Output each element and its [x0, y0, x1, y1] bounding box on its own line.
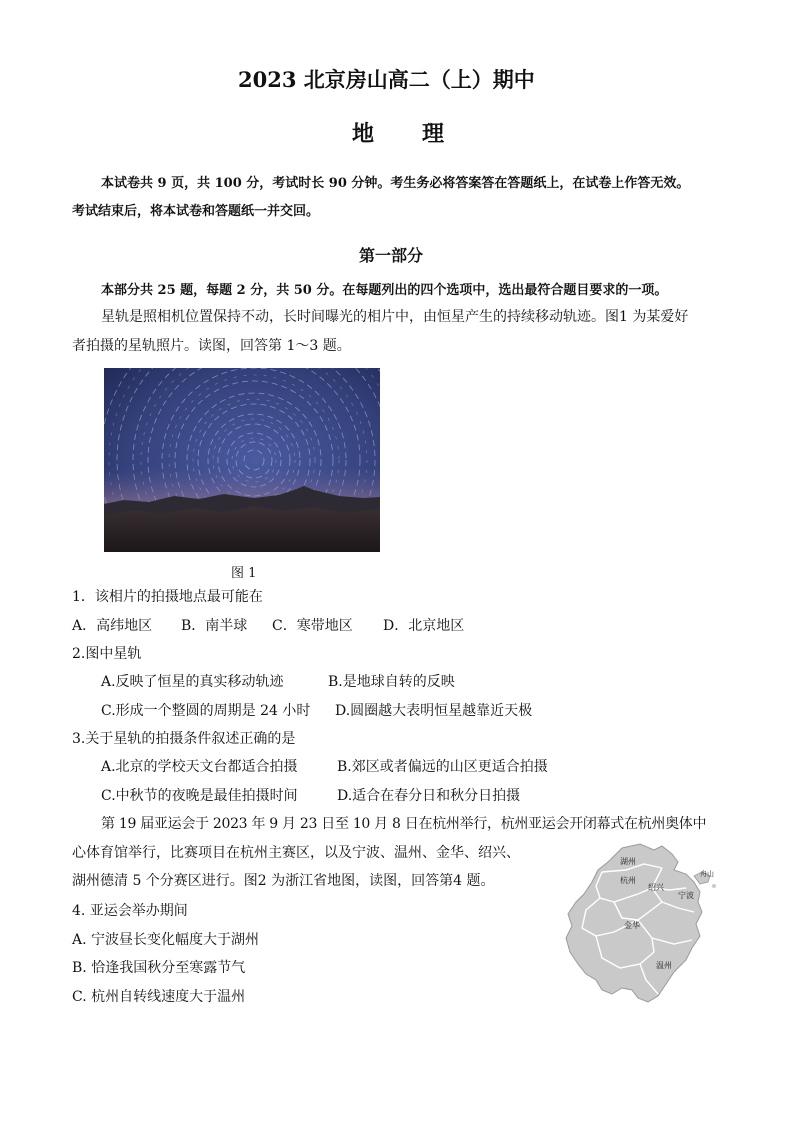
- passage2-line-2: 心体育馆举行，比赛项目在杭州主赛区，以及宁波、温州、金华、绍兴、: [72, 845, 520, 861]
- zhejiang-map: [562, 840, 724, 1005]
- instructions-line-2: 考试结束后，将本试卷和答题纸一并交回。: [72, 204, 320, 219]
- q2-option-c: C.形成一个整圆的周期是 24 小时: [101, 703, 311, 719]
- passage2-line-3: 湖州德清 5 个分赛区进行。图2 为浙江省地图，读图，回答第4 题。: [72, 873, 495, 889]
- q1-option-c: C．寒带地区: [272, 618, 353, 634]
- passage1-line-1: 星轨是照相机位置保持不动，长时间曝光的相片中，由恒星产生的持续移动轨迹。图1 为某爱好: [101, 309, 689, 325]
- passage1-line-2: 者拍摄的星轨照片。读图，回答第 1～3 题。: [72, 338, 351, 354]
- map-label-zhoushan: 舟山: [700, 870, 714, 878]
- map-label-shaoxing: 绍兴: [648, 883, 664, 892]
- map-label-hangzhou: 杭州: [620, 876, 636, 885]
- q4-option-b: B. 恰逢我国秋分至寒露节气: [72, 960, 246, 976]
- q4-option-a: A. 宁波昼长变化幅度大于湖州: [72, 932, 260, 948]
- q3-option-c: C.中秋节的夜晚是最佳拍摄时间: [101, 788, 298, 804]
- q3-option-d: D.适合在春分日和秋分日拍摄: [337, 788, 521, 804]
- map-label-wenzhou: 温州: [656, 961, 672, 970]
- q2-stem: 2.图中星轨: [72, 646, 142, 662]
- subject-char-1: 地: [352, 121, 377, 147]
- q2-option-b: B.是地球自转的反映: [328, 674, 455, 690]
- q1-option-d: D．北京地区: [383, 618, 465, 634]
- q2-option-a: A.反映了恒星的真实移动轨迹: [101, 674, 284, 690]
- map-label-jinhua: 金华: [624, 921, 640, 930]
- instructions-line-1: 本试卷共 9 页，共 100 分，考试时长 90 分钟。考生务必将答案答在答题纸上，在试卷上作答无效。: [101, 176, 690, 191]
- q1-stem: 1．该相片的拍摄地点最可能在: [72, 589, 263, 605]
- q3-option-a: A.北京的学校天文台都适合拍摄: [101, 759, 298, 775]
- passage2-line-1: 第 19 届亚运会于 2023 年 9 月 23 日至 10 月 8 日在杭州举行，杭州亚运会开闭幕式在杭州奥体中: [101, 816, 707, 832]
- q4-stem: 4. 亚运会举办期间: [72, 903, 188, 919]
- exam-title: 2023 北京房山高二（上）期中: [238, 67, 535, 92]
- q1-option-b: B．南半球: [181, 618, 248, 634]
- q4-option-c: C. 杭州自转线速度大于温州: [72, 989, 246, 1005]
- star-trail-photo: [104, 368, 380, 552]
- map-label-ningbo: 宁波: [678, 891, 694, 900]
- q3-option-b: B.郊区或者偏远的山区更适合拍摄: [337, 759, 548, 775]
- q2-option-d: D.圆圈越大表明恒星越靠近天极: [335, 703, 533, 719]
- subject-char-2: 理: [422, 121, 447, 147]
- part-heading: 第一部分: [359, 246, 424, 265]
- star-trail-graphic: [104, 368, 380, 552]
- zhejiang-map-graphic: [562, 840, 724, 1005]
- map-label-huzhou: 湖州: [620, 857, 636, 866]
- figure-1-caption: 图 1: [231, 566, 257, 581]
- part-intro: 本部分共 25 题，每题 2 分，共 50 分。在每题列出的四个选项中，选出最符合题目要求的一项。: [101, 283, 668, 298]
- q3-stem: 3.关于星轨的拍摄条件叙述正确的是: [72, 731, 296, 747]
- q1-option-a: A．高纬地区: [72, 618, 153, 634]
